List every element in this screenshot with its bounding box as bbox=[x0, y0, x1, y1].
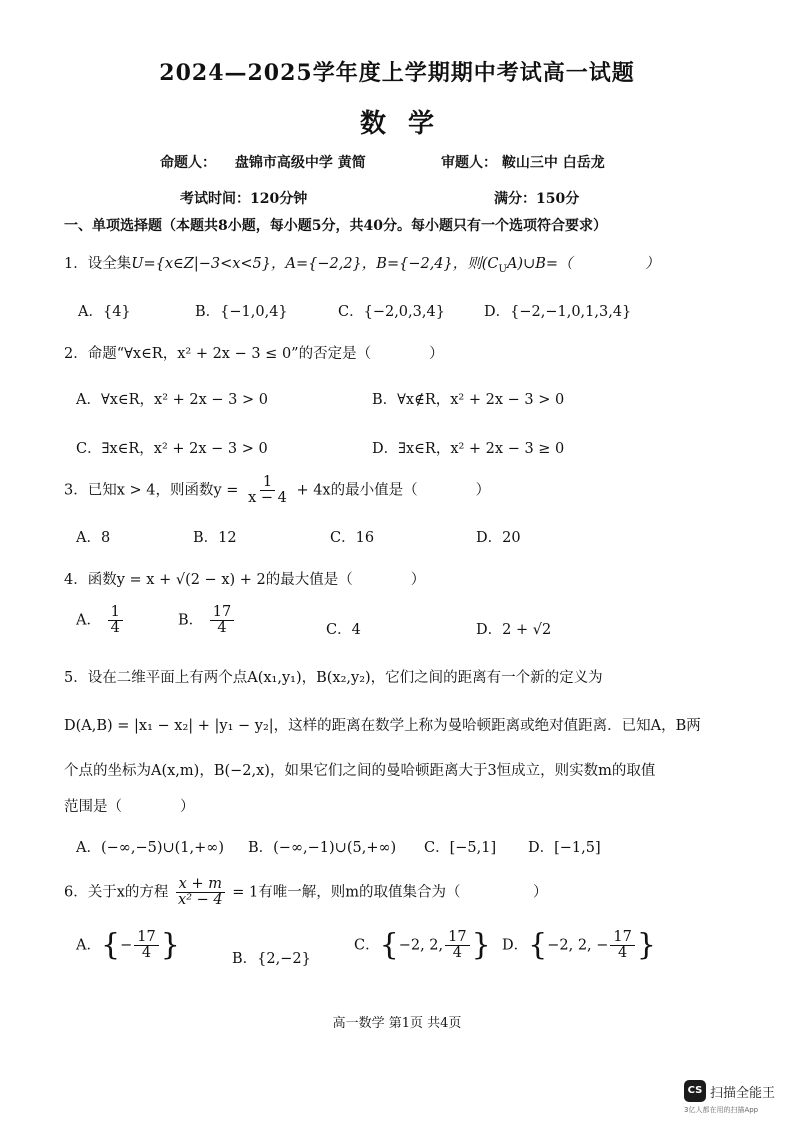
q3-frac-num: 1 bbox=[260, 475, 275, 491]
q2-option-d: D．∃x∈R，x² + 2x − 3 ≥ 0 bbox=[372, 441, 565, 457]
question-1-stem bbox=[64, 252, 660, 275]
q3-option-d: D．20 bbox=[476, 530, 521, 546]
q4-b-num: 17 bbox=[210, 605, 234, 621]
question-5-line-3: 个点的坐标为A(x,m)，B(−2,x)，如果它们之间的曼哈顿距离大于3恒成立，则实数m的取值 bbox=[64, 763, 656, 779]
q4-option-a bbox=[76, 605, 125, 636]
question-5-line-1: 5．设在二维平面上有两个点A(x₁,y₁)，B(x₂,y₂)，它们之间的距离有一个新的定义为 bbox=[64, 670, 603, 686]
q6-a-pre: − bbox=[120, 937, 133, 954]
q1-option-d: D．{−2,−1,0,1,3,4} bbox=[484, 304, 632, 320]
q6-option-a bbox=[76, 927, 180, 963]
q3-stem-b: + 4x的最小值是（ ） bbox=[296, 482, 491, 499]
setter-name: 盘锦市高级中学 黄简 bbox=[234, 155, 366, 171]
q6-a-fraction bbox=[134, 930, 158, 961]
q6-frac-num: x + m bbox=[176, 877, 225, 893]
question-5-line-2: D(A,B) = |x₁ − x₂| + |y₁ − y₂|，这样的距离在数学上称为曼哈顿距离或绝对值距离．已知A，B两 bbox=[64, 718, 701, 734]
q6-frac-den: x² − 4 bbox=[178, 892, 223, 909]
q4-a-label: A． bbox=[76, 612, 101, 629]
q1-math: U={x∈Z|−3<x<5}，A={−2,2}，B={−2,4}，则(C bbox=[131, 256, 499, 272]
q6-c-num: 17 bbox=[445, 930, 469, 946]
q4-b-fraction bbox=[210, 605, 234, 636]
q6-option-d bbox=[502, 927, 656, 963]
q5-option-b: B．(−∞,−1)∪(5,+∞) bbox=[248, 840, 397, 856]
setter-label: 命题人： bbox=[160, 155, 216, 171]
q5-option-a: A．(−∞,−5)∪(1,+∞) bbox=[76, 840, 225, 856]
question-2-stem: 2．命题“∀x∈R，x² + 2x − 3 ≤ 0”的否定是（ ） bbox=[64, 346, 444, 362]
q6-d-num: 17 bbox=[610, 930, 634, 946]
q3-option-c: C．16 bbox=[330, 530, 375, 546]
q1-option-a: A．{4} bbox=[78, 304, 131, 320]
exam-time: 考试时间：120分钟 bbox=[180, 191, 308, 207]
q1-tail: A)∪B=（ ） bbox=[506, 256, 660, 272]
q2-option-c: C．∃x∈R，x² + 2x − 3 > 0 bbox=[76, 441, 268, 457]
q4-b-label: B． bbox=[178, 612, 204, 629]
section-heading: 一、单项选择题（本题共8小题，每小题5分，共40分。每小题只有一个选项符合要求） bbox=[64, 218, 607, 234]
q4-a-num: 1 bbox=[108, 605, 123, 621]
reviewer-line bbox=[441, 152, 605, 172]
q5-option-d: D．[−1,5] bbox=[528, 840, 601, 856]
exam-title: 2024—2025学年度上学期期中考试高一试题 bbox=[159, 60, 635, 86]
q4-option-c: C．4 bbox=[326, 622, 361, 638]
q6-c-label: C． bbox=[354, 937, 380, 954]
question-4-stem: 4．函数y = x + √(2 − x) + 2的最大值是（ ） bbox=[64, 572, 426, 588]
q3-option-a: A．8 bbox=[76, 530, 111, 546]
q6-d-fraction bbox=[610, 930, 634, 961]
q1-option-b: B．{−1,0,4} bbox=[195, 304, 288, 320]
q4-a-den: 4 bbox=[110, 620, 120, 637]
q4-a-fraction bbox=[108, 605, 123, 636]
q6-d-label: D． bbox=[502, 937, 529, 954]
q2-option-b: B．∀x∉R，x² + 2x − 3 > 0 bbox=[372, 392, 565, 408]
q6-stem-a: 6．关于x的方程 bbox=[64, 884, 169, 901]
full-score: 满分：150分 bbox=[494, 191, 580, 207]
q6-d-den: 4 bbox=[618, 945, 628, 962]
q5-option-c: C．[−5,1] bbox=[424, 840, 497, 856]
camscanner-tagline: 3亿人都在用的扫描App bbox=[684, 1106, 759, 1114]
question-3-stem bbox=[64, 475, 490, 506]
question-5-line-4: 范围是（ ） bbox=[64, 799, 195, 815]
q4-b-den: 4 bbox=[217, 620, 227, 637]
q6-c-den: 4 bbox=[452, 945, 462, 962]
q3-stem-a: 3．已知x > 4，则函数y = bbox=[64, 482, 239, 499]
q4-option-d: D．2 + √2 bbox=[476, 622, 552, 638]
q6-c-fraction bbox=[445, 930, 469, 961]
q4-option-b bbox=[178, 605, 236, 636]
q3-option-b: B．12 bbox=[193, 530, 237, 546]
reviewer-label: 审题人： bbox=[441, 155, 497, 171]
q6-d-pre: −2, 2, − bbox=[547, 937, 609, 954]
q6-a-den: 4 bbox=[141, 945, 152, 962]
q1-sub: U bbox=[498, 263, 507, 275]
camscanner-logo-icon: CS bbox=[684, 1080, 706, 1102]
question-6-stem bbox=[64, 877, 547, 908]
q1-option-c: C．{−2,0,3,4} bbox=[338, 304, 445, 320]
left-brace-icon: { bbox=[100, 927, 121, 963]
right-brace-icon: } bbox=[636, 927, 656, 963]
subject-title: 数学 bbox=[359, 109, 456, 139]
q6-a-num: 17 bbox=[134, 930, 158, 946]
q1-prefix: 1．设全集 bbox=[64, 256, 132, 272]
page-footer: 高一数学 第1页 共4页 bbox=[332, 1016, 462, 1031]
q6-option-b: B．{2,−2} bbox=[232, 951, 311, 967]
setter-line bbox=[160, 152, 366, 172]
left-brace-icon: { bbox=[379, 927, 399, 963]
q3-fraction bbox=[245, 475, 290, 506]
q6-a-label: A． bbox=[76, 937, 101, 954]
q6-option-c bbox=[354, 927, 491, 963]
q2-option-a: A．∀x∈R，x² + 2x − 3 > 0 bbox=[76, 392, 268, 408]
q3-frac-den: x − 4 bbox=[248, 490, 287, 507]
right-brace-icon: } bbox=[160, 927, 180, 963]
left-brace-icon: { bbox=[528, 927, 548, 963]
q6-c-pre: −2, 2, bbox=[398, 937, 444, 954]
camscanner-name: 扫描全能王 bbox=[710, 1086, 776, 1101]
reviewer-name: 鞍山三中 白岳龙 bbox=[501, 155, 605, 171]
right-brace-icon: } bbox=[471, 927, 491, 963]
q6-fraction bbox=[175, 877, 226, 908]
q6-stem-b: = 1有唯一解，则m的取值集合为（ ） bbox=[232, 884, 548, 901]
